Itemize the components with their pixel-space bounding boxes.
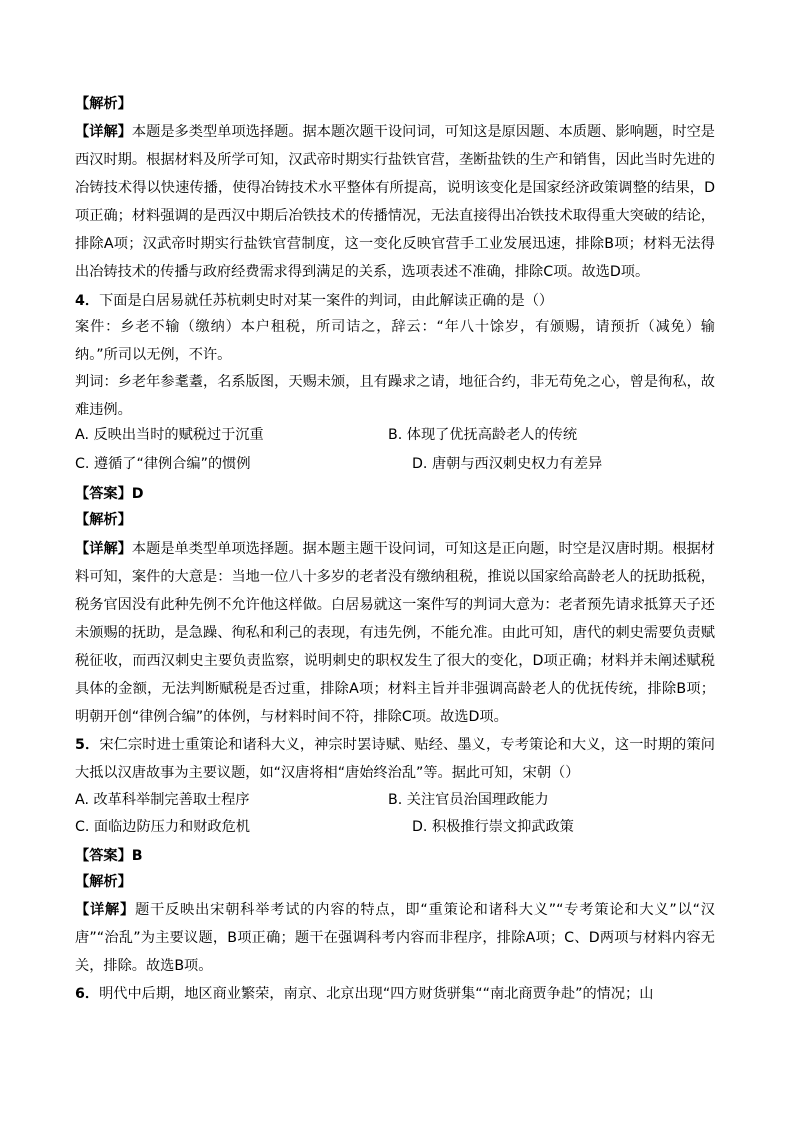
analysis-label-2: 【解析】 (75, 512, 132, 528)
detail-paragraph-q3 (75, 118, 715, 286)
question-5-stem (75, 731, 715, 787)
answer-label-4: 【答案】D (75, 486, 144, 502)
question-text: 下面是白居易就任苏杭刺史时对某一案件的判词，由此解读正确的是（） (99, 293, 554, 309)
option-d: D. 积极推行崇文抑武政策 (412, 819, 574, 835)
option-a: A. 反映出当时的赋税过于沉重 (75, 427, 264, 443)
detail-tag: 【详解】 (75, 902, 136, 918)
answer-label-5: 【答案】B (75, 848, 143, 864)
option-b: B. 关注官员治国理政能力 (388, 792, 549, 808)
option-a: A. 改革科举制完善取士程序 (75, 792, 250, 808)
detail-paragraph-q5 (75, 896, 715, 980)
question-4-case: 案件：乡老不输（缴纳）本户租税，所司诘之，辞云：“年八十馀岁，有颁赐，请预折（减免）输纳。”所司以无例，不许。 (75, 319, 715, 363)
question-number: 6． (75, 986, 100, 1002)
detail-tag: 【详解】 (75, 541, 132, 557)
question-number: 4． (75, 293, 100, 309)
question-text: 宋仁宗时进士重策论和诸科大义，神宗时罢诗赋、贴经、墨义，专考策论和大义，这一时期的策问大抵以汉唐故事为主要议题，如“汉唐将相“唐始终治乱”等。据此可知，宋朝（） (75, 737, 715, 781)
option-c: C. 面临边防压力和财政危机 (75, 819, 250, 835)
question-6-stem (75, 980, 715, 1008)
detail-text: 本题是单类型单项选择题。据本题主题干设问词，可知这是正向题，时空是汉唐时期。根据材料可知，案件的大意是：当地一位八十多岁的老者没有缴纳租税，推说以国家给高龄老人的抚助抵税，税务官因没有此种先例不允许他这样做。白居易就这一案件写的判词大意为：老者预先请求抵算天子还未颁赐的抚助，是急躁、徇私和利己的表现，有违先例，不能允准。由此可知，唐代的刺史需要负责赋税征收，而西汉刺史主要负责监察，说明刺史的职权发生了很大的变化，D项正确；材料并未阐述赋税具体的金额，无法判断赋税是否过重，排除A项；材料主旨并非强调高龄老人的优抚传统，排除B项；明朝开创“律例合编”的体例，与材料时间不符，排除C项。故选D项。 (75, 541, 715, 725)
option-d: D. 唐朝与西汉刺史权力有差异 (412, 456, 603, 472)
question-text: 明代中后期，地区商业繁荣，南京、北京出现“四方财货骈集““南北商贾争赴”的情况；山 (99, 986, 654, 1002)
question-4-stem (75, 287, 715, 315)
analysis-label-1: 【解析】 (75, 96, 132, 112)
question-4-judgement: 判词：乡老年参耄耋，名系版图，天赐未颁，且有躁求之请，地征合约，非无苟免之心，曾是徇私，故难违例。 (75, 374, 715, 418)
option-b: B. 体现了优抚高龄老人的传统 (388, 427, 578, 443)
detail-text: 题干反映出宋朝科举考试的内容的特点，即“重策论和诸科大义”“专考策论和大义”以“汉唐”“治乱”为主要议题，B项正确；题干在强调科考内容而非程序，排除A项；C、D两项与材料内容无关，排除。故选B项。 (75, 902, 715, 974)
detail-tag: 【详解】 (75, 124, 132, 140)
analysis-label-3: 【解析】 (75, 874, 132, 890)
option-c: C. 遵循了“律例合编”的惯例 (75, 456, 251, 472)
detail-text: 本题是多类型单项选择题。据本题次题干设问词，可知这是原因题、本质题、影响题，时空是西汉时期。根据材料及所学可知，汉武帝时期实行盐铁官营，垄断盐铁的生产和销售，因此当时先进的冶铸技术得以快速传播，使得冶铸技术水平整体有所提高，说明该变化是国家经济政策调整的结果，D项正确；材料强调的是西汉中期后冶铁技术的传播情况，无法直接得出冶铁技术取得重大突破的结论，排除A项；汉武帝时期实行盐铁官营制度，这一变化反映官营手工业发展迅速，排除B项；材料无法得出冶铸技术的传播与政府经费需求得到满足的关系，选项表述不准确，排除C项。故选D项。 (75, 124, 715, 280)
question-number: 5． (75, 737, 100, 753)
detail-paragraph-q4 (75, 535, 715, 731)
